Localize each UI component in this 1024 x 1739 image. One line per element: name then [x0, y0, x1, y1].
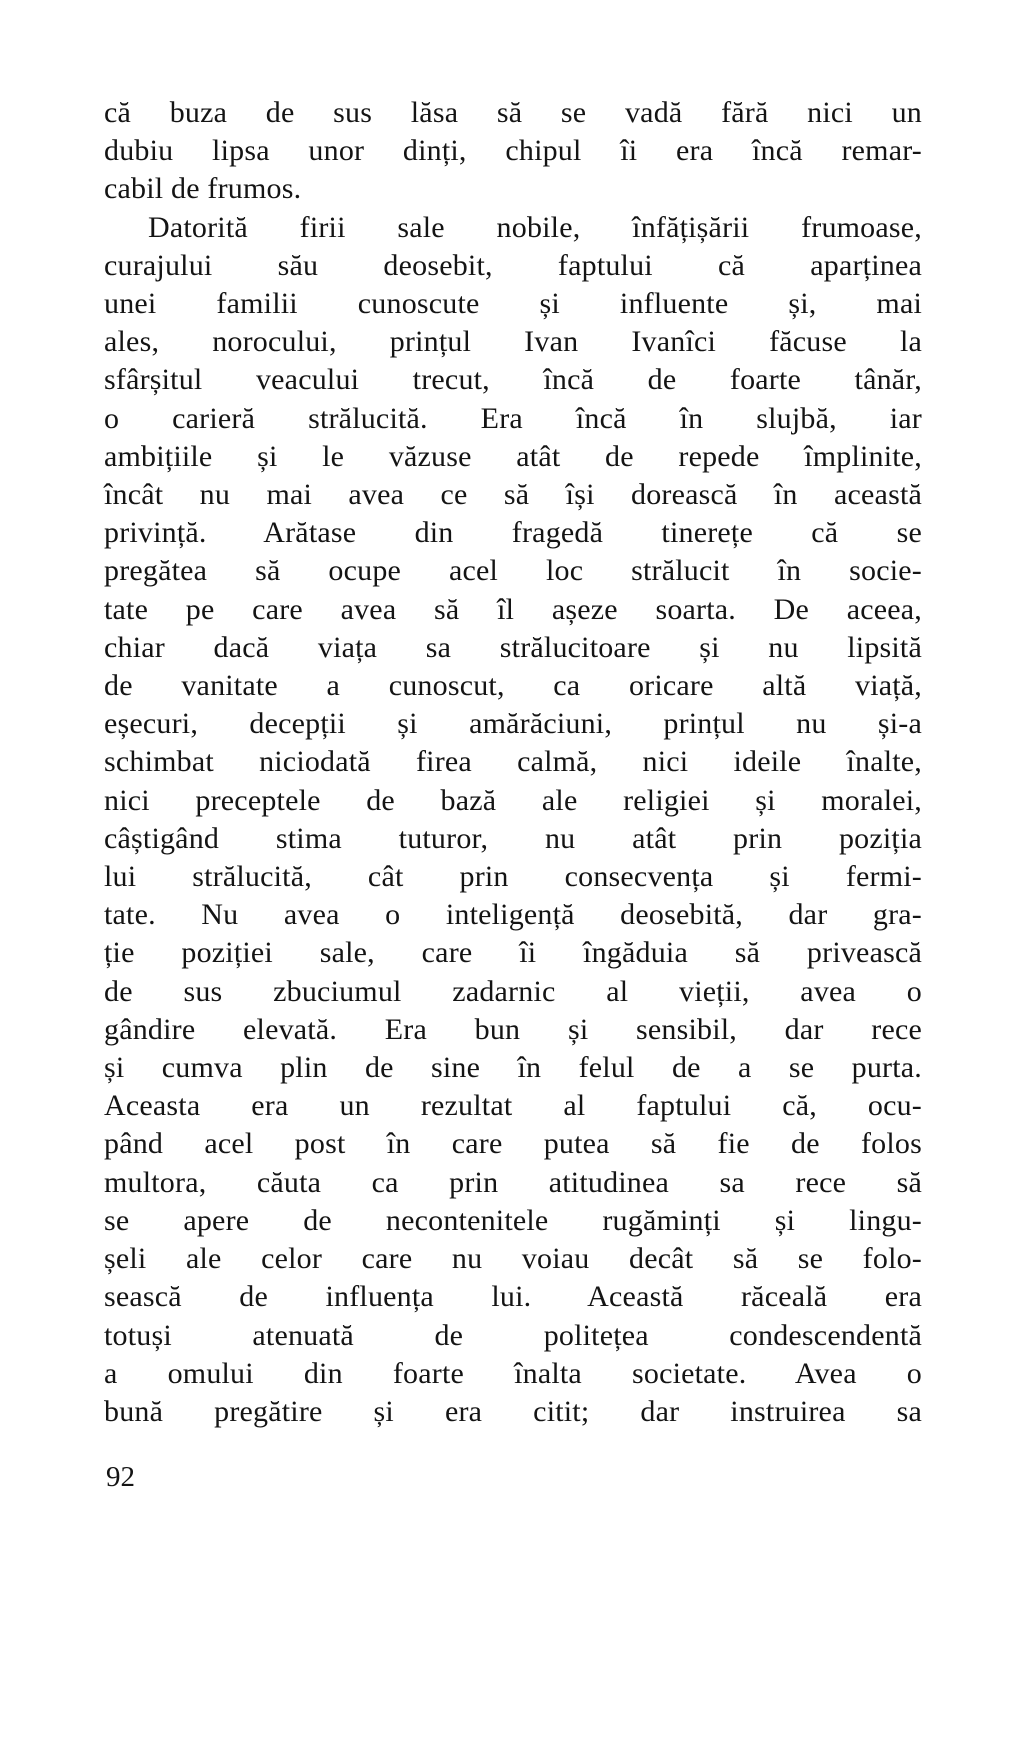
text-line: de vanitate a cunoscut, ca oricare altă viață,: [104, 669, 922, 703]
text-line: ambițiile și le văzuse atât de repede împlinite,: [104, 439, 922, 473]
text-line: că buza de sus lăsa să se vadă fără nici un: [104, 96, 922, 129]
text-line: pregătea să ocupe acel loc strălucit în socie-: [104, 554, 922, 588]
text-line: sfârșitul veacului trecut, încă de foarte tânăr,: [104, 363, 922, 397]
text-line: câștigând stima tuturor, nu atât prin poziția: [104, 821, 922, 855]
text-line: ție poziției sale, care îi îngăduia să privească: [104, 936, 922, 970]
text-line: de sus zbuciumul zadarnic al vieții, avea o: [104, 974, 922, 1008]
text-line: Datorită firii sale nobile, înfățișării frumoase,: [148, 210, 922, 244]
text-line: totuși atenuată de politețea condescendentă: [104, 1318, 922, 1352]
text-line: ales, norocului, prințul Ivan Ivanîci făcuse la: [104, 325, 922, 359]
page-number: 92: [106, 1461, 135, 1493]
text-line: unei familii cunoscute și influente și, mai: [104, 287, 922, 321]
text-line: și cumva plin de sine în felul de a se purta.: [104, 1051, 922, 1085]
text-line: privință. Arătase din fragedă tinerețe că se: [104, 516, 922, 550]
text-line: sească de influența lui. Această răceală era: [104, 1280, 922, 1314]
text-line: bună pregătire și era citit; dar instruirea sa: [104, 1394, 922, 1428]
text-line: dubiu lipsa unor dinți, chipul îi era încă remar-: [104, 134, 922, 168]
text-line: o carieră strălucită. Era încă în slujbă, iar: [104, 401, 922, 435]
text-line: se apere de necontenitele rugăminți și lingu-: [104, 1203, 922, 1237]
text-line: chiar dacă viața sa strălucitoare și nu lipsită: [104, 630, 922, 664]
text-line: tate pe care avea să îl așeze soarta. De aceea,: [104, 592, 922, 626]
text-line: șeli ale celor care nu voiau decât să se folo-: [104, 1242, 922, 1276]
text-line: cabil de frumos.: [104, 172, 302, 206]
text-line: a omului din foarte înalta societate. Avea o: [104, 1356, 922, 1390]
text-line: tate. Nu avea o inteligență deosebită, dar gra-: [104, 898, 922, 932]
text-line: eșecuri, decepții și amărăciuni, prințul nu și-a: [104, 707, 922, 741]
text-line: nici preceptele de bază ale religiei și moralei,: [104, 783, 922, 817]
text-line: încât nu mai avea ce să își dorească în această: [104, 478, 922, 512]
text-line: gândire elevată. Era bun și sensibil, dar rece: [104, 1012, 922, 1046]
text-block: [104, 94, 922, 1431]
text-line: multora, căuta ca prin atitudinea sa rece să: [104, 1165, 922, 1199]
text-line: lui strălucită, cât prin consecvența și fermi-: [104, 860, 922, 894]
text-line: Aceasta era un rezultat al faptului că, ocu-: [104, 1089, 922, 1123]
text-line: curajului său deosebit, faptului că aparținea: [104, 248, 922, 282]
text-line: schimbat niciodată firea calmă, nici ideile înalte,: [104, 745, 922, 779]
text-line: pând acel post în care putea să fie de folos: [104, 1127, 922, 1161]
